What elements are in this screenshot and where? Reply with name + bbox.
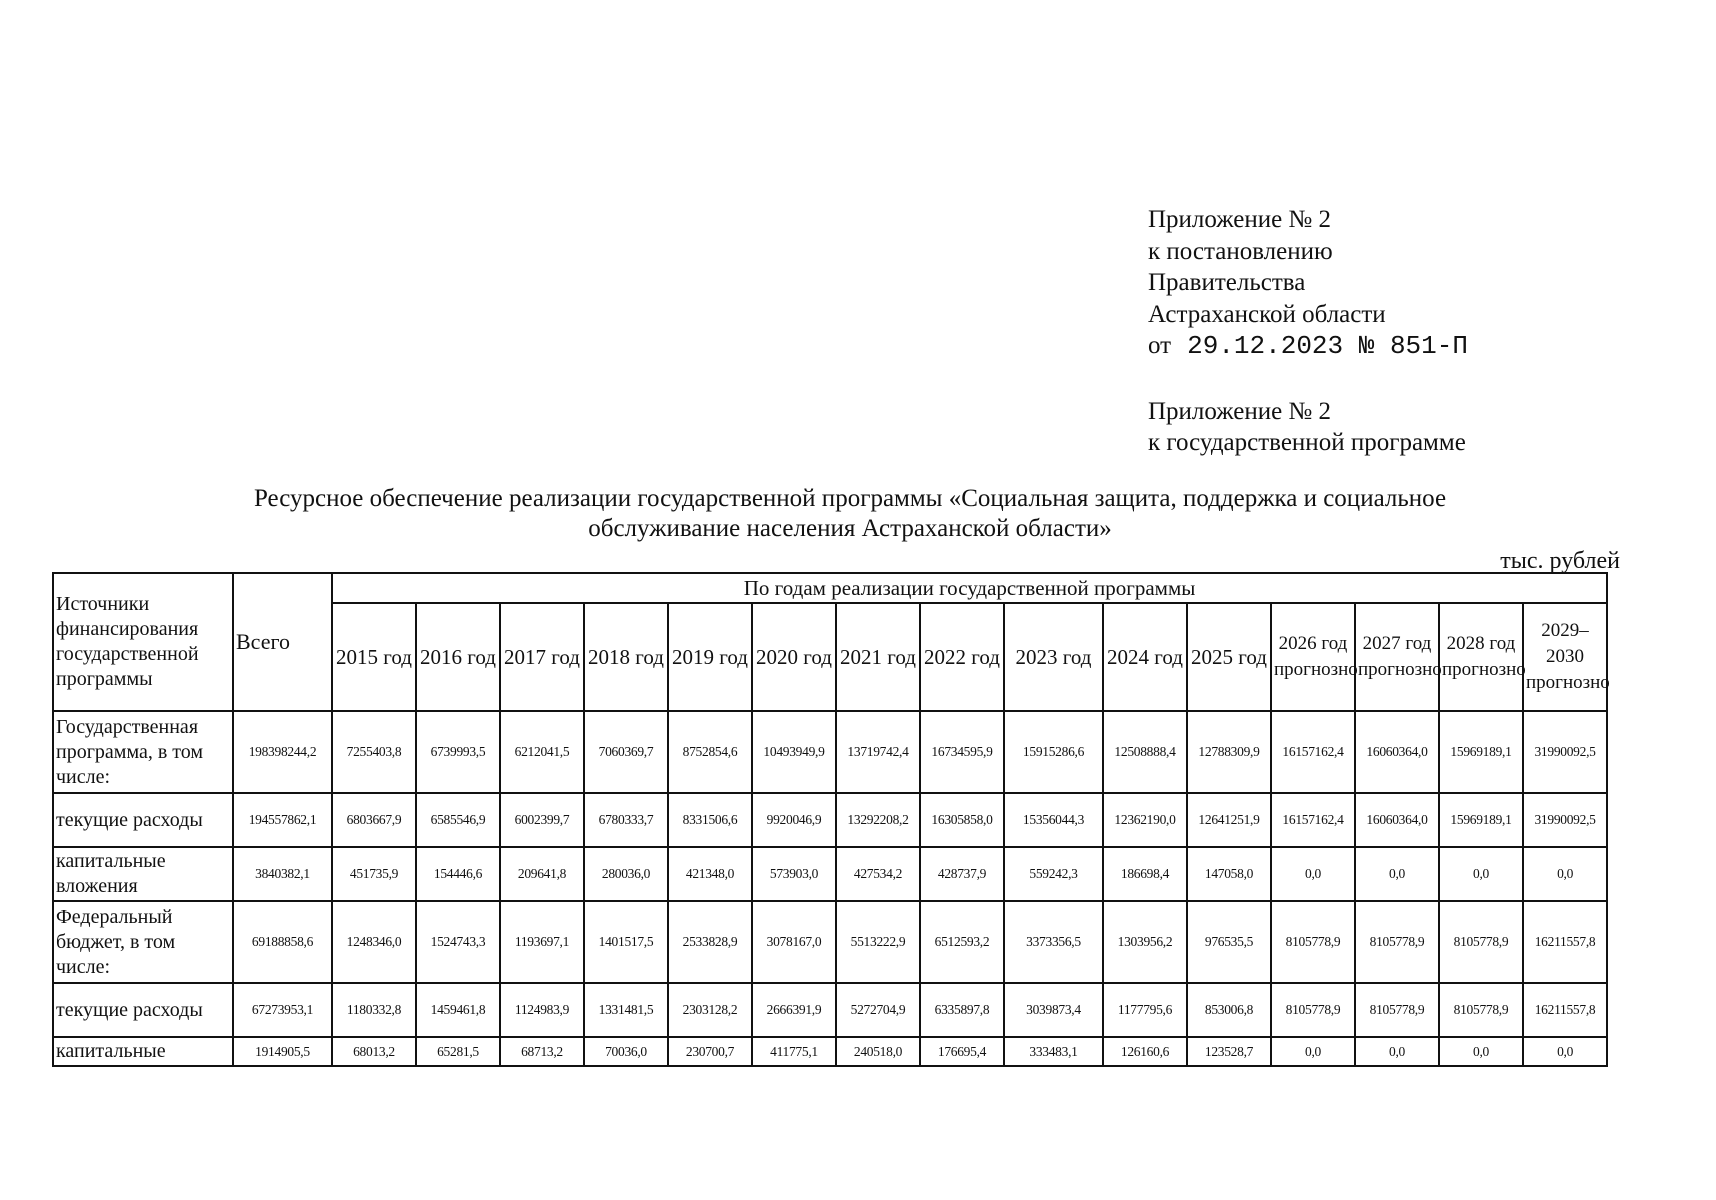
row-total: 1914905,5 bbox=[233, 1037, 332, 1066]
table-cell: 13292208,2 bbox=[836, 793, 920, 847]
table-cell: 240518,0 bbox=[836, 1037, 920, 1066]
years-header: По годам реализации государственной программы bbox=[332, 573, 1607, 603]
table-cell: 1177795,6 bbox=[1103, 983, 1187, 1037]
program-appendix-line: к государственной программе bbox=[1148, 429, 1466, 456]
table-cell: 3039873,4 bbox=[1004, 983, 1103, 1037]
row-label: Федеральный бюджет, в том числе: bbox=[53, 901, 233, 983]
table-row bbox=[53, 711, 1607, 793]
table-cell: 65281,5 bbox=[416, 1037, 500, 1066]
appendix-line: Астраханской области bbox=[1148, 300, 1386, 328]
table-row bbox=[53, 793, 1607, 847]
table-cell: 3373356,5 bbox=[1004, 901, 1103, 983]
table-cell: 2666391,9 bbox=[752, 983, 836, 1037]
table-cell: 16305858,0 bbox=[920, 793, 1004, 847]
resolution-date-number: 29.12.2023 № 851-П bbox=[1187, 331, 1468, 361]
table-cell: 13719742,4 bbox=[836, 711, 920, 793]
table-cell: 411775,1 bbox=[752, 1037, 836, 1066]
appendix-header bbox=[1148, 204, 1468, 459]
table-cell: 573903,0 bbox=[752, 847, 836, 901]
table-cell: 8105778,9 bbox=[1271, 983, 1355, 1037]
table-cell: 7255403,8 bbox=[332, 711, 416, 793]
table-cell: 559242,3 bbox=[1004, 847, 1103, 901]
year-header: 2025 год bbox=[1187, 603, 1271, 711]
table-cell: 12788309,9 bbox=[1187, 711, 1271, 793]
table-cell: 70036,0 bbox=[584, 1037, 668, 1066]
table-row bbox=[53, 983, 1607, 1037]
appendix-line: Правительства bbox=[1148, 269, 1306, 296]
table-cell: 6002399,7 bbox=[500, 793, 584, 847]
table-cell: 16211557,8 bbox=[1523, 901, 1607, 983]
table-cell: 8105778,9 bbox=[1271, 901, 1355, 983]
table-cell: 280036,0 bbox=[584, 847, 668, 901]
table-cell: 0,0 bbox=[1439, 847, 1523, 901]
appendix-line: к постановлению bbox=[1148, 237, 1333, 265]
table-cell: 6335897,8 bbox=[920, 983, 1004, 1037]
table-cell: 0,0 bbox=[1439, 1037, 1523, 1066]
table-cell: 154446,6 bbox=[416, 847, 500, 901]
table-cell: 31990092,5 bbox=[1523, 793, 1607, 847]
table-cell: 421348,0 bbox=[668, 847, 752, 901]
table-cell: 7060369,7 bbox=[584, 711, 668, 793]
table-cell: 428737,9 bbox=[920, 847, 1004, 901]
year-header: 2021 год bbox=[836, 603, 920, 711]
units-label: тыс. рублей bbox=[1500, 548, 1620, 574]
row-label: текущие расходы bbox=[53, 983, 233, 1037]
table-cell: 68013,2 bbox=[332, 1037, 416, 1066]
table-cell: 1180332,8 bbox=[332, 983, 416, 1037]
table-cell: 8752854,6 bbox=[668, 711, 752, 793]
table-cell: 0,0 bbox=[1355, 847, 1439, 901]
row-total: 67273953,1 bbox=[233, 983, 332, 1037]
table-cell: 147058,0 bbox=[1187, 847, 1271, 901]
table-cell: 1331481,5 bbox=[584, 983, 668, 1037]
table-row bbox=[53, 847, 1607, 901]
table-row bbox=[53, 901, 1607, 983]
year-header: 2029–2030 прогнозно bbox=[1523, 603, 1607, 711]
table-cell: 1303956,2 bbox=[1103, 901, 1187, 983]
table-cell: 8105778,9 bbox=[1355, 983, 1439, 1037]
table-cell: 1124983,9 bbox=[500, 983, 584, 1037]
table-cell: 15356044,3 bbox=[1004, 793, 1103, 847]
table-cell: 9920046,9 bbox=[752, 793, 836, 847]
table-cell: 0,0 bbox=[1271, 847, 1355, 901]
table-cell: 8105778,9 bbox=[1439, 901, 1523, 983]
year-header: 2026 год прогнозно bbox=[1271, 603, 1355, 711]
table-cell: 8105778,9 bbox=[1355, 901, 1439, 983]
table-cell: 16060364,0 bbox=[1355, 711, 1439, 793]
row-total: 198398244,2 bbox=[233, 711, 332, 793]
table-cell: 5513222,9 bbox=[836, 901, 920, 983]
row-label: капитальные bbox=[53, 1037, 233, 1066]
table-cell: 0,0 bbox=[1523, 1037, 1607, 1066]
year-header: 2016 год bbox=[416, 603, 500, 711]
table-cell: 1524743,3 bbox=[416, 901, 500, 983]
table-cell: 1248346,0 bbox=[332, 901, 416, 983]
table-cell: 230700,7 bbox=[668, 1037, 752, 1066]
table-cell: 68713,2 bbox=[500, 1037, 584, 1066]
table-cell: 451735,9 bbox=[332, 847, 416, 901]
table-body bbox=[53, 711, 1607, 1066]
table-cell: 16157162,4 bbox=[1271, 711, 1355, 793]
year-header: 2018 год bbox=[584, 603, 668, 711]
table-cell: 3078167,0 bbox=[752, 901, 836, 983]
table-cell: 6780333,7 bbox=[584, 793, 668, 847]
table-cell: 0,0 bbox=[1271, 1037, 1355, 1066]
year-header: 2028 год прогнозно bbox=[1439, 603, 1523, 711]
document-title-line: Ресурсное обеспечение реализации государственной программы «Социальная защита, поддержка и социальное bbox=[253, 485, 1447, 512]
table-cell: 0,0 bbox=[1355, 1037, 1439, 1066]
table-cell: 1401517,5 bbox=[584, 901, 668, 983]
document-title bbox=[100, 484, 1600, 544]
row-label: капитальные вложения bbox=[53, 847, 233, 901]
table-cell: 16157162,4 bbox=[1271, 793, 1355, 847]
table-cell: 853006,8 bbox=[1187, 983, 1271, 1037]
table-cell: 12641251,9 bbox=[1187, 793, 1271, 847]
total-header: Всего bbox=[233, 573, 332, 711]
table-cell: 6803667,9 bbox=[332, 793, 416, 847]
year-header: 2023 год bbox=[1004, 603, 1103, 711]
table-cell: 427534,2 bbox=[836, 847, 920, 901]
table-cell: 0,0 bbox=[1523, 847, 1607, 901]
table-cell: 16734595,9 bbox=[920, 711, 1004, 793]
row-label: текущие расходы bbox=[53, 793, 233, 847]
table-cell: 16211557,8 bbox=[1523, 983, 1607, 1037]
table-cell: 2303128,2 bbox=[668, 983, 752, 1037]
table-cell: 8105778,9 bbox=[1439, 983, 1523, 1037]
row-total: 69188858,6 bbox=[233, 901, 332, 983]
table-cell: 12362190,0 bbox=[1103, 793, 1187, 847]
resolution-date-line bbox=[1148, 330, 1468, 363]
table-cell: 15915286,6 bbox=[1004, 711, 1103, 793]
table-cell: 12508888,4 bbox=[1103, 711, 1187, 793]
table-cell: 186698,4 bbox=[1103, 847, 1187, 901]
document-title-line: обслуживание населения Астраханской области» bbox=[588, 515, 1112, 542]
table-cell: 6585546,9 bbox=[416, 793, 500, 847]
table-cell: 31990092,5 bbox=[1523, 711, 1607, 793]
year-header: 2022 год bbox=[920, 603, 1004, 711]
table-cell: 976535,5 bbox=[1187, 901, 1271, 983]
row-total: 194557862,1 bbox=[233, 793, 332, 847]
year-header: 2019 год bbox=[668, 603, 752, 711]
table-cell: 1459461,8 bbox=[416, 983, 500, 1037]
table-cell: 15969189,1 bbox=[1439, 793, 1523, 847]
year-header: 2027 год прогнозно bbox=[1355, 603, 1439, 711]
table-cell: 10493949,9 bbox=[752, 711, 836, 793]
table-cell: 2533828,9 bbox=[668, 901, 752, 983]
table-cell: 176695,4 bbox=[920, 1037, 1004, 1066]
year-header: 2020 год bbox=[752, 603, 836, 711]
table-cell: 15969189,1 bbox=[1439, 711, 1523, 793]
table-cell: 6212041,5 bbox=[500, 711, 584, 793]
resource-table bbox=[52, 572, 1608, 1067]
table-cell: 333483,1 bbox=[1004, 1037, 1103, 1066]
table-cell: 16060364,0 bbox=[1355, 793, 1439, 847]
table-row bbox=[53, 1037, 1607, 1066]
table-cell: 5272704,9 bbox=[836, 983, 920, 1037]
table-cell: 1193697,1 bbox=[500, 901, 584, 983]
year-header: 2015 год bbox=[332, 603, 416, 711]
year-header: 2017 год bbox=[500, 603, 584, 711]
table-cell: 209641,8 bbox=[500, 847, 584, 901]
table-cell: 6512593,2 bbox=[920, 901, 1004, 983]
source-header: Источники финансирования государственной программы bbox=[53, 573, 233, 711]
appendix-line: Приложение № 2 bbox=[1148, 206, 1332, 233]
table-cell: 6739993,5 bbox=[416, 711, 500, 793]
table-cell: 8331506,6 bbox=[668, 793, 752, 847]
row-label: Государственная программа, в том числе: bbox=[53, 711, 233, 793]
year-header: 2024 год bbox=[1103, 603, 1187, 711]
date-prefix: от bbox=[1148, 332, 1172, 359]
table-cell: 126160,6 bbox=[1103, 1037, 1187, 1066]
row-total: 3840382,1 bbox=[233, 847, 332, 901]
program-appendix-line: Приложение № 2 bbox=[1148, 397, 1332, 425]
table-cell: 123528,7 bbox=[1187, 1037, 1271, 1066]
